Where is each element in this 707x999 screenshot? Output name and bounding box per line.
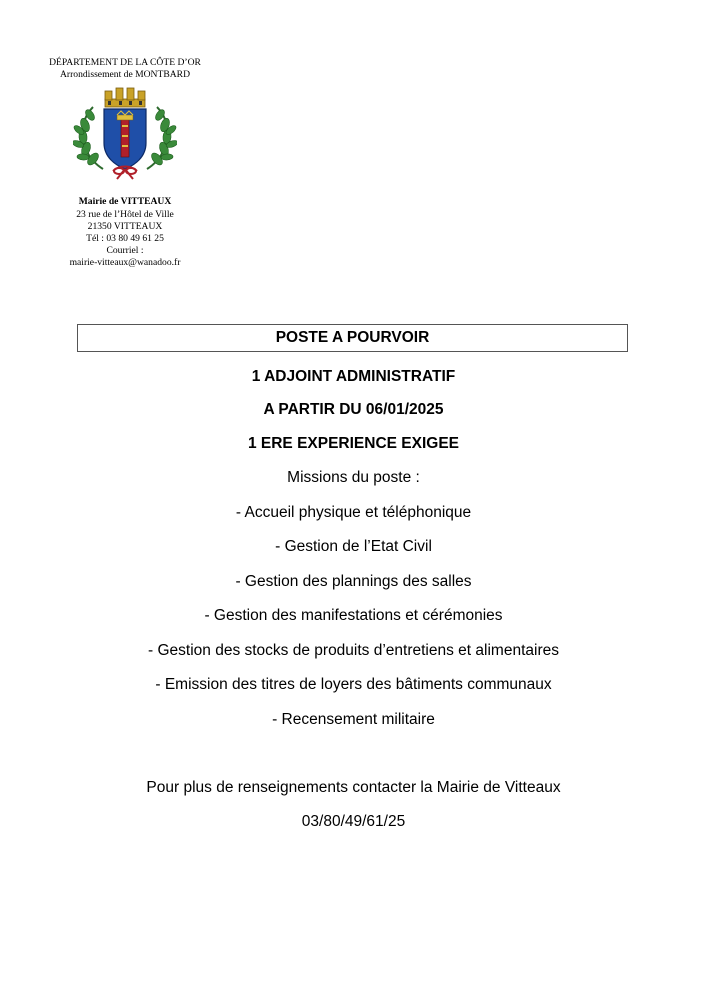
posting-title: POSTE A POURVOIR [77,324,628,352]
mission-item: - Recensement militaire [272,711,435,728]
start-date-line: A PARTIR DU 06/01/2025 [263,401,444,418]
mairie-name: Mairie de VITTEAUX [78,196,172,208]
mission-item: - Accueil physique et téléphonique [235,504,472,521]
experience-line: 1 ERE EXPERIENCE EXIGEE [247,435,460,452]
letterhead [40,57,210,270]
mission-item: - Gestion de l’Etat Civil [275,538,432,555]
contact-line: Pour plus de renseignements contacter la Mairie de Vitteaux [146,779,561,796]
mission-item: - Gestion des plannings des salles [235,573,472,590]
department-line: DÉPARTEMENT DE LA CÔTE D’OR [49,57,201,68]
email-label: Courriel : [106,245,144,257]
street-line: 23 rue de l’Hôtel de Ville [76,208,174,220]
mairie-address [40,196,210,269]
position-line: 1 ADJOINT ADMINISTRATIF [251,368,456,385]
arrondissement-line: Arrondissement de MONTBARD [59,69,191,81]
coat-of-arms-icon [73,85,177,181]
mission-item: - Emission des titres de loyers des bâtiments communaux [155,676,552,693]
missions-heading: Missions du poste : [287,469,420,486]
mission-item: - Gestion des manifestations et cérémonies [204,607,503,624]
email-address: mairie-vitteaux@wanadoo.fr [69,257,181,269]
phone-line: Tél : 03 80 49 61 25 [86,233,164,245]
mission-item: - Gestion des stocks de produits d’entretiens et alimentaires [148,642,559,659]
contact-phone: 03/80/49/61/25 [301,813,406,830]
city-line: 21350 VITTEAUX [87,220,163,232]
